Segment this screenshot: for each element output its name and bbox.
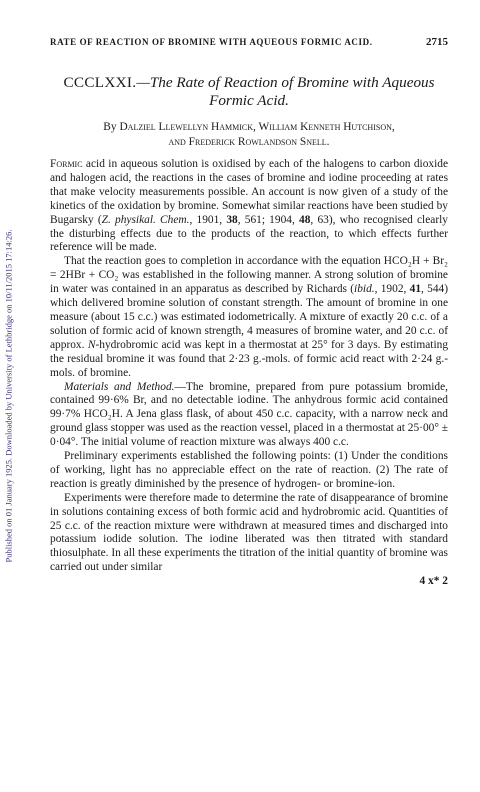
signature-mark: 4 x* 2	[419, 575, 448, 588]
p2-text-c: , 544) which delivered bromine solution of constant strength. The amount of bromine in one measure (about 15 c.c.) was estimated iodometrically. A mixture of exactly 20 c.c. of a solution of formic acid of known strength, 4 measures of bromine water, and 20 c.c. of approx.	[50, 283, 448, 351]
lead-word: Formic	[50, 158, 83, 170]
section-heading: Materials and Method.	[64, 380, 175, 393]
p1-text-a: acid in aqueous solution is oxidised by each of the halogens to carbon dioxide and halogen acid, the reactions in the cases of bromine and iodine proceeding at rates that make velocity measurements possible. An account is now given of a study of the kinetics of the oxidation by bromine. Somewhat similar reactions have been studied by Bugarsky (	[50, 158, 448, 226]
p1-text-d: , 63), who recognised clearly the disturbing effects due to the products of the reaction, to which effects further reference will be made.	[50, 213, 448, 254]
p3-text: —The bromine, prepared from pure potassium bromide, contained 99·6% Br, and no detectable iodine. The anhydrous formic acid contained 99·7% HCO₂H. A Jena glass flask, of about 450 c.c. capacity, with a narrow neck and ground glass stopper was used as the reaction vessel, placed in a thermostat at 25·00° ± 0·04°. The initial volume of reaction mixture was always 400 c.c.	[50, 380, 448, 449]
ibid-citation: ibid.	[354, 283, 375, 296]
page-number: 2715	[426, 36, 448, 48]
paragraph-introduction	[50, 158, 448, 255]
download-watermark	[2, 0, 16, 792]
p2-text-d: -hydrobromic acid was kept in a thermostat at 25° for 3 days. By estimating the residual bromine it was found that 2·23 g.-mols. of formic acid react with 2·24 g.-mols. of bromine.	[50, 338, 449, 379]
running-head-title: RATE OF REACTION OF BROMINE WITH AQUEOUS FORMIC ACID.	[50, 37, 373, 47]
paragraph-preliminary: Preliminary experiments established the following points: (1) Under the conditions of working, light has no appreciable effect on the rate of reaction. (2) The rate of reaction is greatly diminished by the presence of hydrogen- or bromine-ion.	[50, 450, 448, 490]
article-title-text: —The Rate of Reaction of Bromine with Aqueous Formic Acid.	[136, 74, 435, 109]
volume-number: 38	[226, 213, 238, 226]
journal-citation: Z. physikal. Chem.	[101, 213, 190, 226]
p1-text-b: , 1901,	[189, 213, 227, 226]
volume-number: 48	[299, 213, 311, 226]
paragraph-experiments: Experiments were therefore made to determine the rate of disappearance of bromine in solutions containing excess of both formic acid and hydrobromic acid. Quantities of 25 c.c. of the reaction mixture were withdrawn at measured times and discharged into potassium iodide solution. The iodine liberated was then titrated with standard thiosulphate. In all these experiments the titration of the initial quantity of bromine was carried out under similar	[50, 491, 448, 574]
authors-line-1: Dalziel Llewellyn Hammick, William Kenneth Hutchison,	[119, 121, 395, 133]
paragraph-materials	[50, 381, 448, 451]
normality-symbol: N	[87, 338, 96, 351]
download-watermark-text: Published on 01 January 1925. Downloaded by University of Lethbridge on 10/11/2015 17:14:26.	[4, 229, 15, 563]
p1-text-c: , 561; 1904,	[237, 213, 300, 226]
authors-prefix: By	[103, 121, 117, 133]
paragraph-completion	[50, 255, 448, 380]
volume-number: 41	[409, 283, 422, 296]
author-list	[50, 120, 448, 150]
p2-text-b: , 1902,	[374, 283, 410, 296]
authors-line-2: and Frederick Rowlandson Snell.	[168, 136, 330, 148]
p2-text-a: That the reaction goes to completion in accordance with the equation HCO₂H + Br₂ = 2HBr + CO₂ was established in the following manner. A strong solution of bromine in water was contained in an apparatus as described by Richards (	[50, 255, 448, 296]
running-head	[50, 36, 448, 48]
article-title	[50, 74, 448, 110]
journal-page	[50, 36, 448, 589]
article-number: CCCLXXI.	[63, 74, 137, 91]
